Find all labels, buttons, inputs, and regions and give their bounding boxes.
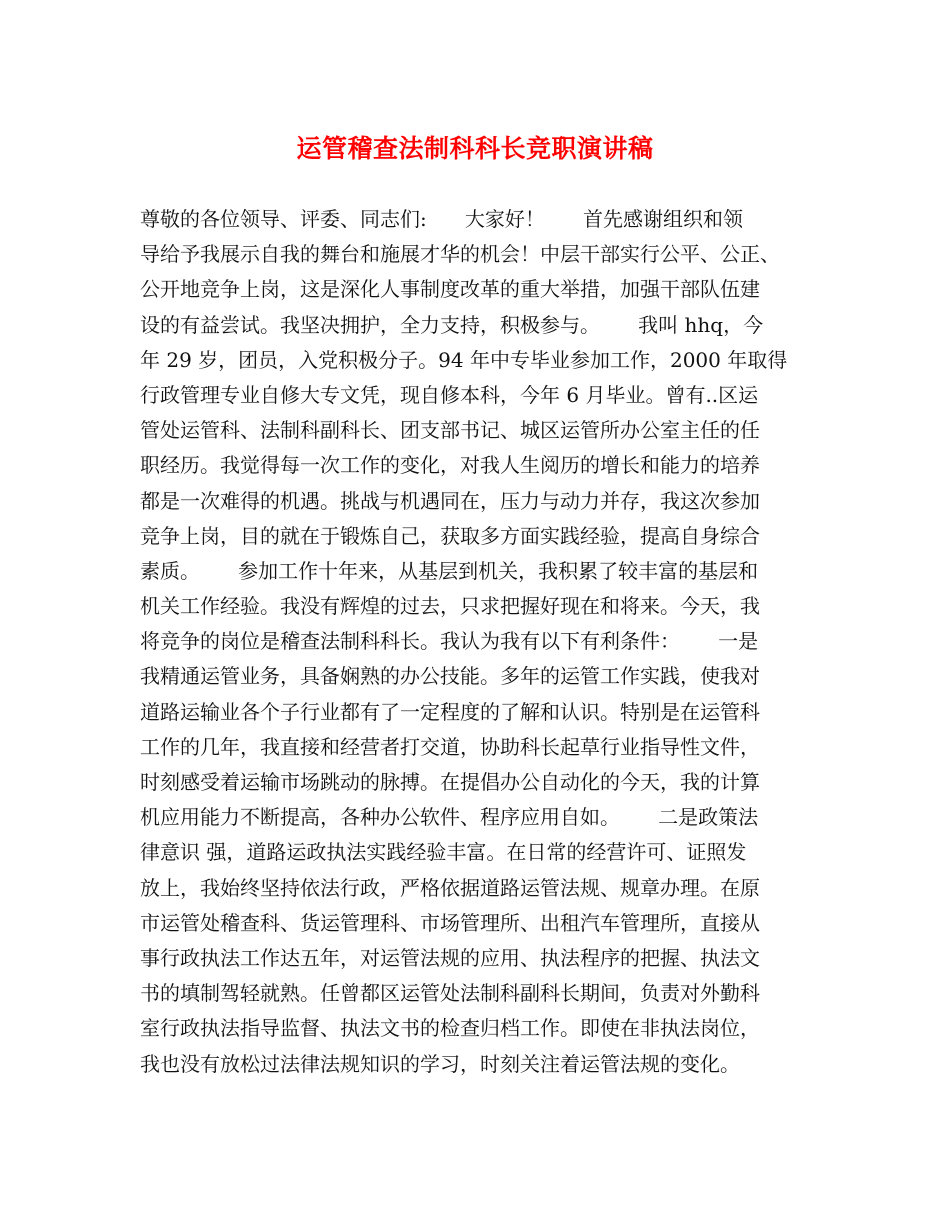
body-line: 事行政执法工作达五年，对运管法规的应用、执法程序的把握、执法文 <box>140 945 760 970</box>
body-line: 将竞争的岗位是稽查法制科科长。我认为我有以下有利条件： 一是 <box>140 629 759 654</box>
body-line: 机应用能力不断提高，各种办公软件、程序应用自如。 二是政策法 <box>140 805 759 830</box>
body-line: 机关工作经验。我没有辉煌的过去，只求把握好现在和将来。今天，我 <box>140 594 760 619</box>
body-line: 职经历。我觉得每一次工作的变化，对我人生阅历的增长和能力的培养 <box>140 453 760 478</box>
body-line: 室行政执法指导监督、执法文书的检查归档工作。即使在非执法岗位， <box>140 1016 760 1041</box>
body-line: 书的填制驾轻就熟。任曾都区运管处法制科副科长期间，负责对外勤科 <box>140 981 760 1006</box>
body-line: 竞争上岗，目的就在于锻炼自己，获取多方面实践经验，提高自身综合 <box>140 523 760 548</box>
body-line: 律意识 强，道路运政执法实践经验丰富。在日常的经营许可、证照发 <box>140 840 747 865</box>
body-line: 我也没有放松过法律法规知识的学习，时刻关注着运管法规的变化。 <box>140 1051 740 1076</box>
document-body <box>140 202 840 1082</box>
body-line: 我精通运管业务，具备娴熟的办公技能。多年的运管工作实践，使我对 <box>140 664 760 689</box>
body-line: 道路运输业各个子行业都有了一定程度的了解和认识。特别是在运管科 <box>140 699 760 724</box>
body-line: 管处运管科、法制科副科长、团支部书记、城区运管所办公室主任的任 <box>140 418 760 443</box>
document-title: 运管稽查法制科科长竞职演讲稿 <box>296 134 654 163</box>
body-line: 市运管处稽查科、货运管理科、市场管理所、出租汽车管理所，直接从 <box>140 910 760 935</box>
body-line: 尊敬的各位领导、评委、同志们: 大家好！ 首先感谢组织和领 <box>140 207 744 231</box>
body-line: 公开地竞争上岗，这是深化人事制度改革的重大举措，加强干部队伍建 <box>140 277 760 302</box>
body-line: 年 29 岁，团员，入党积极分子。94 年中专毕业参加工作，2000 年取得 <box>140 347 788 372</box>
body-line: 工作的几年，我直接和经营者打交道，协助科长起草行业指导性文件， <box>140 734 760 759</box>
body-line: 行政管理专业自修大专文凭，现自修本科，今年 6 月毕业。曾有..区运 <box>140 382 759 407</box>
body-line: 导给予我展示自我的舞台和施展才华的机会！中层干部实行公平、公正、 <box>140 242 780 267</box>
body-line: 设的有益尝试。我坚决拥护，全力支持，积极参与。 我叫 hhq，今 <box>140 312 764 337</box>
body-line: 素质。 参加工作十年来，从基层到机关，我积累了较丰富的基层和 <box>140 558 759 583</box>
body-line: 时刻感受着运输市场跳动的脉搏。在提倡办公自动化的今天，我的计算 <box>140 770 760 794</box>
body-line: 放上，我始终坚持依法行政，严格依据道路运管法规、规章办理。在原 <box>140 875 760 900</box>
body-line: 都是一次难得的机遇。挑战与机遇同在，压力与动力并存，我这次参加 <box>140 488 760 513</box>
